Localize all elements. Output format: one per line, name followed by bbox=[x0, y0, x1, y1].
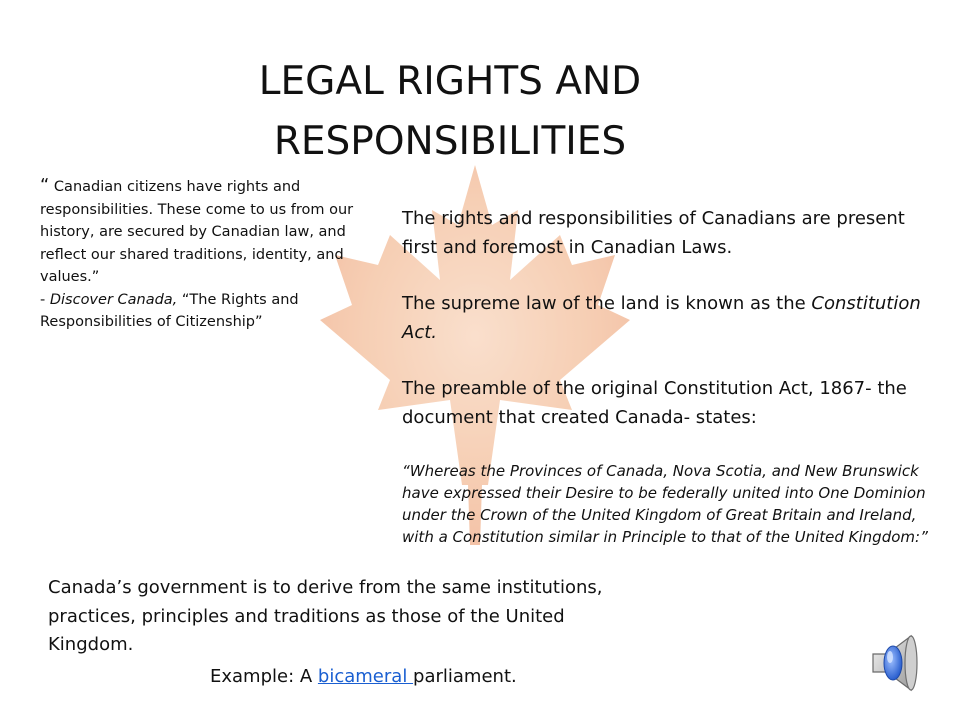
speaker-icon[interactable] bbox=[865, 630, 925, 696]
example-line bbox=[210, 663, 517, 691]
slide-title bbox=[200, 52, 700, 172]
bottom-paragraph: Canada’s government is to derive from the same institutions, practices, principles and traditions as those of the United Kingdom. bbox=[48, 577, 603, 655]
quote-source-italic: Discover Canada, bbox=[49, 291, 178, 308]
title-line-1: LEGAL RIGHTS AND bbox=[258, 59, 642, 104]
citizenship-quote bbox=[40, 175, 385, 334]
paragraph-laws: The rights and responsibilities of Canadians are present first and foremost in Canadian Laws. bbox=[402, 208, 905, 258]
constitution-act-text: Constitution Act. bbox=[402, 293, 921, 343]
quote-text: Canadian citizens have rights and responsibilities. These come to us from our history, are secured by Canadian law, and reflect our shared traditions, identity, and values.” bbox=[40, 179, 354, 285]
quote-source-rest: “The Rights and Responsibilities of Citizenship” bbox=[40, 291, 299, 330]
supreme-law-text: The supreme law of the land is known as the bbox=[402, 293, 812, 314]
example-suffix: parliament. bbox=[413, 666, 517, 687]
preamble-quote: “Whereas the Provinces of Canada, Nova Scotia, and New Brunswick have expressed their Desire to be federally united into One Dominion under the Crown of the United Kingdom of Great Britain and Ireland, with a Constitution similar in Principle to that of the United Kingdom:” bbox=[402, 462, 928, 546]
quote-source-prefix: - bbox=[40, 291, 50, 308]
quote-open-mark: “ bbox=[40, 175, 50, 196]
right-column bbox=[402, 205, 942, 576]
title-line-2: RESPONSIBILITIES bbox=[273, 119, 627, 164]
paragraph-preamble-intro: The preamble of the original Constitution Act, 1867- the document that created Canada- states: bbox=[402, 378, 907, 428]
paragraph-supreme-law bbox=[402, 290, 942, 347]
example-prefix: Example: A bbox=[210, 666, 318, 687]
bicameral-link[interactable]: bicameral bbox=[317, 666, 414, 687]
